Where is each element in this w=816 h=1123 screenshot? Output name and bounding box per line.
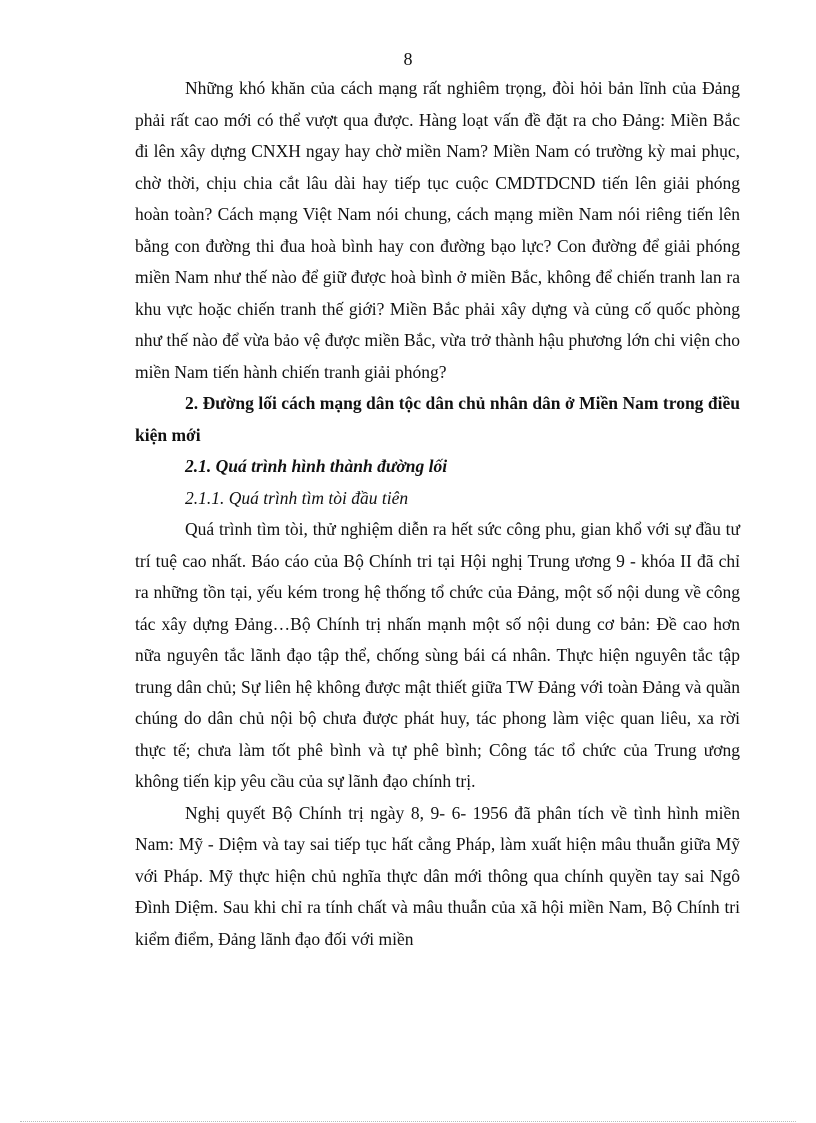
paragraph-exploration-process: Quá trình tìm tòi, thử nghiệm diễn ra hết sức công phu, gian khổ với sự đầu tư trí tuệ cao nhất. Báo cáo của Bộ Chính tri tại Hội nghị Trung ương 9 - khóa II đã chỉ ra những tồn tại, yếu kém trong hệ thống tổ chức của Đảng, một số nội dung về công tác xây dựng Đảng…Bộ Chính trị nhấn mạnh một số nội dung cơ bản: Đề cao hơn nữa nguyên tắc lãnh đạo tập thể, chống sùng bái cá nhân. Thực hiện nguyên tắc tập trung dân chủ; Sự liên hệ không được mật thiết giữa TW Đảng với toàn Đảng và quần chúng do dân chủ nội bộ chưa được phát huy, tác phong làm việc quan liêu, xa rời thực tế; chưa làm tốt phê bình và tự phê bình; Công tác tổ chức của Trung ương không tiến kịp yêu cầu của sự lãnh đạo chính trị.	[135, 519, 740, 791]
section-heading-2: 2. Đường lối cách mạng dân tộc dân chủ nhân dân ở Miền Nam trong điều kiện mới	[135, 393, 740, 445]
subsection-heading-2-1: 2.1. Quá trình hình thành đường lối	[185, 456, 448, 476]
subsection-heading-2-1-1: 2.1.1. Quá trình tìm tòi đầu tiên	[185, 487, 409, 508]
page-bottom-divider	[20, 1121, 796, 1122]
page-number: 8	[403, 49, 413, 69]
document-body	[135, 73, 740, 955]
paragraph-politburo-resolution: Nghị quyết Bộ Chính trị ngày 8, 9- 6- 1956 đã phân tích về tình hình miền Nam: Mỹ - Diệm và tay sai tiếp tục hất cẳng Pháp, làm xuất hiện mâu thuẫn giữa Mỹ với Pháp. Mỹ thực hiện chủ nghĩa thực dân mới thông qua chính quyền tay sai Ngô Đình Diệm. Sau khi chỉ ra tính chất và mâu thuẫn của xã hội miền Nam, Bộ Chính tri kiểm điểm, Đảng lãnh đạo đối với miền	[135, 802, 740, 949]
paragraph-revolution-difficulties: Những khó khăn của cách mạng rất nghiêm trọng, đòi hỏi bản lĩnh của Đảng phải rất cao mới có thể vượt qua được. Hàng loạt vấn đề đặt ra cho Đảng: Miền Bắc đi lên xây dựng CNXH ngay hay chờ miền Nam? Miền Nam có trường kỳ mai phục, chờ thời, chịu chia cắt lâu dài hay tiếp tục cuộc CMDTDCND tiến lên giải phóng hoàn toàn? Cách mạng Việt Nam nói chung, cách mạng miền Nam nói riêng tiến lên bằng con đường thi đua hoà bình hay con đường bạo lực? Con đường để giải phóng miền Nam như thế nào để giữ được hoà bình ở miền Bắc, không để chiến tranh lan ra khu vực hoặc chiến tranh thế giới? Miền Bắc phải xây dựng và củng cố quốc phòng như thế nào để vừa bảo vệ được miền Bắc, vừa trở thành hậu phương lớn chi viện cho miền Nam tiến hành chiến tranh giải phóng?	[135, 78, 740, 382]
